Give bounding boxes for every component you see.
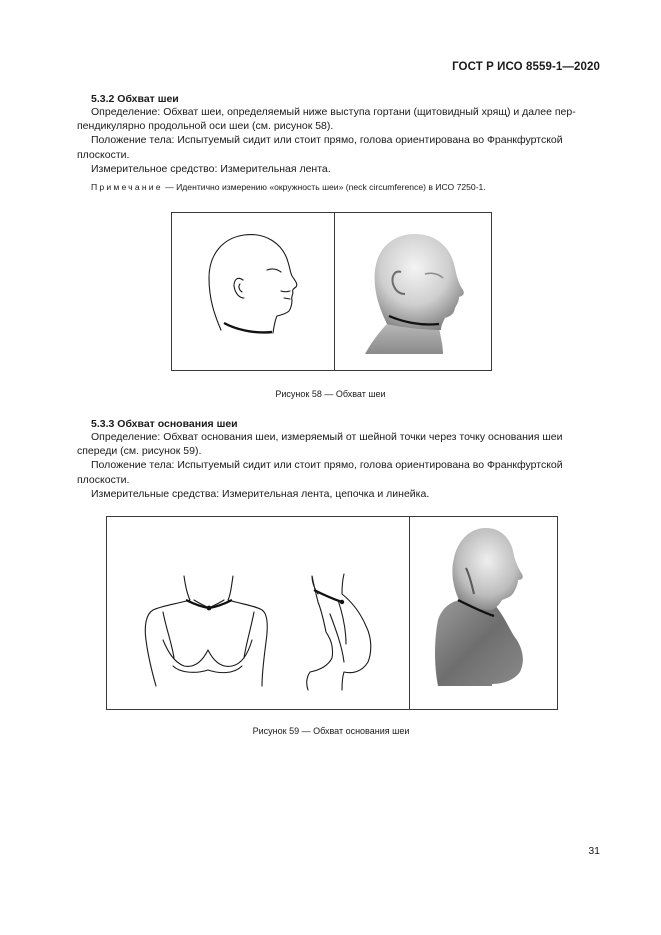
scan-torso-profile xyxy=(408,516,556,708)
posture-line-1: Положение тела: Испытуемый сидит или стоит прямо, голова ориентирована во Франкфуртской xyxy=(91,459,563,472)
neck-point-marker xyxy=(340,600,344,604)
document-id: ГОСТ Р ИСО 8559-1—2020 xyxy=(452,61,600,73)
definition-line-2: спереди (см. рисунок 59). xyxy=(77,445,202,458)
section-heading-5-3-3: 5.3.3 Обхват основания шеи xyxy=(91,418,238,430)
posture-line-2: плоскости. xyxy=(77,148,130,161)
definition-line-2: пендикулярно продольной оси шеи (см. рисунок 58). xyxy=(77,120,334,133)
page-number: 31 xyxy=(588,845,600,857)
instrument-line: Измерительные средства: Измерительная лента, цепочка и линейка. xyxy=(91,487,430,500)
note-text: — Идентично измерению «окружность шеи» (neck circumference) в ИСО 7250-1. xyxy=(162,182,486,192)
posture-line-2: плоскости. xyxy=(77,473,130,486)
figure-59-caption: Рисунок 59 — Обхват основания шеи xyxy=(252,726,410,736)
neck-tape-line xyxy=(224,323,272,332)
instrument-line: Измерительное средство: Измерительная лента. xyxy=(91,162,331,175)
neckbase-tape-side xyxy=(314,590,342,602)
figure-58-caption: Рисунок 58 — Обхват шеи xyxy=(275,389,386,399)
definition-line-1: Определение: Обхват шеи, определяемый ниже выступа гортани (щитовидный хрящ) и далее пер- xyxy=(91,106,576,118)
head-profile-drawing xyxy=(171,212,333,369)
section-heading-5-3-2: 5.3.2 Обхват шеи xyxy=(91,93,179,105)
note xyxy=(91,181,599,193)
neck-point-marker xyxy=(207,606,212,611)
definition-line-1: Определение: Обхват основания шеи, измеряемый от шейной точки через точку основания шеи xyxy=(91,431,563,443)
scan-head-profile xyxy=(333,212,490,369)
torso-front-side-drawing xyxy=(106,516,408,708)
note-label: Примечание xyxy=(91,182,163,192)
section-body-5-3-3 xyxy=(77,430,599,501)
section-body-5-3-2 xyxy=(77,105,599,176)
posture-line-1: Положение тела: Испытуемый сидит или стоит прямо, голова ориентирована во Франкфуртской xyxy=(91,134,563,147)
